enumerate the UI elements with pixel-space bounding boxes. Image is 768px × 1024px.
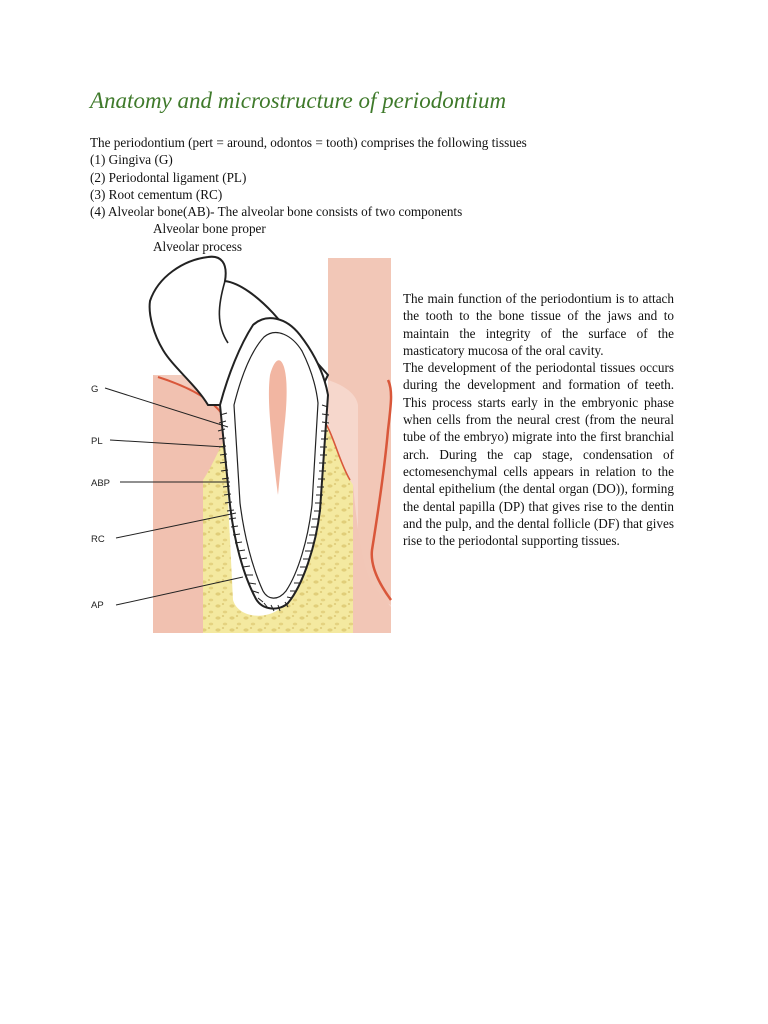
label-ap: AP	[91, 600, 104, 611]
bone-component-item: Alveolar process	[153, 238, 242, 254]
paragraph-function: The main function of the periodontium is to attach the tooth to the bone tissue of the jaws and to maintain the integrity of the surface of the masticatory mucosa of the oral cavity.	[403, 291, 674, 358]
tooth-diagram	[88, 255, 393, 633]
label-rc: RC	[91, 534, 105, 545]
body-text	[403, 290, 674, 549]
tooth-illustration	[88, 255, 393, 633]
tissue-list-item: (1) Gingiva (G)	[90, 152, 173, 168]
page-title: Anatomy and microstructure of periodontium	[90, 88, 507, 113]
bone-component-item: Alveolar bone proper	[153, 221, 266, 237]
intro-section	[90, 134, 610, 255]
tissue-list-item: (4) Alveolar bone(AB)- The alveolar bone consists of two components	[90, 204, 463, 220]
paragraph-development: The development of the periodontal tissues occurs during the development and formation of teeth. This process starts early in the embryonic phase when cells from the neural crest (from the neural tube of the embryo) migrate into the first branchial arch. During the cap stage, condensation of ectomesenchymal cells appears in relation to the dental epithelium (the dental organ (DO)), forming the dental papilla (DP) that gives rise to the dentin and the pulp, and the dental follicle (DF) that gives rise to the periodontal supporting tissues.	[403, 360, 674, 549]
intro-line: The periodontium (pert = around, odontos = tooth) comprises the following tissues	[90, 135, 527, 150]
label-abp: ABP	[91, 478, 111, 489]
tissue-list-item: (3) Root cementum (RC)	[90, 186, 223, 202]
tissue-list-item: (2) Periodontal ligament (PL)	[90, 169, 247, 185]
label-pl: PL	[91, 436, 103, 447]
label-g: G	[91, 384, 99, 395]
